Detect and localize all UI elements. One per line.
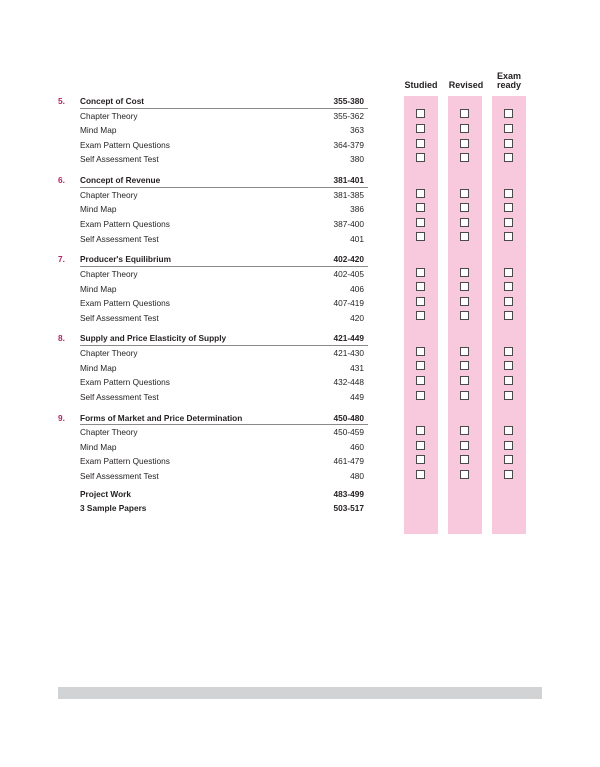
chapter-title: Concept of Revenue bbox=[80, 175, 161, 186]
revised-checkbox[interactable] bbox=[460, 311, 469, 320]
column-header-revised bbox=[446, 72, 486, 90]
studied-checkbox[interactable] bbox=[416, 376, 425, 385]
revised-checkbox[interactable] bbox=[460, 441, 469, 450]
extra-pages: 483-499 bbox=[333, 488, 364, 499]
column-header-exam-ready bbox=[490, 72, 528, 90]
toc-item-label: Chapter Theory bbox=[80, 348, 138, 359]
chapter-pages: 355-380 bbox=[333, 96, 364, 106]
revised-label: Revised bbox=[448, 80, 484, 90]
studied-checkbox[interactable] bbox=[416, 124, 425, 133]
studied-checkbox[interactable] bbox=[416, 361, 425, 370]
revised-checkbox[interactable] bbox=[460, 124, 469, 133]
exam-ready-checkbox[interactable] bbox=[504, 109, 513, 118]
table-of-contents bbox=[58, 94, 368, 516]
chapter-pages: 381-401 bbox=[333, 175, 364, 186]
toc-item-label: Mind Map bbox=[80, 362, 117, 373]
toc-item-pages: 480 bbox=[350, 471, 364, 481]
toc-item-pages: 387-400 bbox=[333, 218, 364, 229]
revised-checkbox[interactable] bbox=[460, 391, 469, 400]
exam-ready-label-line1: Exam bbox=[496, 71, 522, 81]
chapter-8 bbox=[58, 331, 368, 404]
studied-checkbox[interactable] bbox=[416, 218, 425, 227]
studied-checkbox[interactable] bbox=[416, 347, 425, 356]
studied-checkbox[interactable] bbox=[416, 470, 425, 479]
toc-item-label: Self Assessment Test bbox=[80, 312, 159, 323]
toc-item-label: Mind Map bbox=[80, 125, 117, 136]
revised-checkbox[interactable] bbox=[460, 203, 469, 212]
toc-item-label: Exam Pattern Questions bbox=[80, 298, 170, 309]
toc-item[interactable] bbox=[58, 138, 368, 153]
toc-item[interactable] bbox=[58, 123, 368, 138]
studied-checkbox[interactable] bbox=[416, 391, 425, 400]
chapter-9 bbox=[58, 411, 368, 484]
chapter-heading[interactable] bbox=[58, 331, 368, 346]
revised-checkbox[interactable] bbox=[460, 232, 469, 241]
studied-checkbox[interactable] bbox=[416, 441, 425, 450]
toc-item[interactable] bbox=[58, 188, 368, 203]
exam-ready-checkbox[interactable] bbox=[504, 311, 513, 320]
studied-checkbox[interactable] bbox=[416, 109, 425, 118]
toc-item[interactable] bbox=[58, 202, 368, 217]
toc-item-pages: 431 bbox=[350, 362, 364, 373]
exam-ready-checkbox[interactable] bbox=[504, 232, 513, 241]
toc-item[interactable] bbox=[58, 217, 368, 232]
toc-item-pages: 386 bbox=[350, 204, 364, 215]
toc-item-pages: 420 bbox=[350, 312, 364, 323]
revised-checkbox[interactable] bbox=[460, 361, 469, 370]
studied-checkbox[interactable] bbox=[416, 455, 425, 464]
chapter-heading[interactable] bbox=[58, 94, 368, 109]
toc-item[interactable] bbox=[58, 311, 368, 326]
revised-checkbox[interactable] bbox=[460, 376, 469, 385]
exam-ready-label-line2: ready bbox=[496, 80, 522, 90]
chapter-number: 5. bbox=[58, 96, 65, 106]
revised-checkbox[interactable] bbox=[460, 153, 469, 162]
chapter-number: 7. bbox=[58, 254, 65, 265]
exam-ready-checkbox[interactable] bbox=[504, 391, 513, 400]
studied-checkbox[interactable] bbox=[416, 153, 425, 162]
toc-item-pages: 450-459 bbox=[333, 427, 364, 438]
studied-checkbox[interactable] bbox=[416, 203, 425, 212]
toc-item-label: Mind Map bbox=[80, 441, 117, 452]
exam-ready-checkbox[interactable] bbox=[504, 426, 513, 435]
toc-item-pages: 421-430 bbox=[333, 348, 364, 359]
chapter-pages: 450-480 bbox=[333, 412, 364, 423]
toc-item[interactable] bbox=[58, 469, 368, 484]
chapter-pages: 402-420 bbox=[333, 254, 364, 265]
toc-item-pages: 449 bbox=[350, 391, 364, 402]
chapter-heading[interactable] bbox=[58, 252, 368, 267]
chapter-heading[interactable] bbox=[58, 411, 368, 426]
chapter-pages: 421-449 bbox=[333, 333, 364, 344]
chapter-number: 6. bbox=[58, 175, 65, 186]
toc-item-label: Self Assessment Test bbox=[80, 154, 159, 165]
toc-item-pages: 402-405 bbox=[333, 268, 364, 279]
exam-ready-checkbox[interactable] bbox=[504, 347, 513, 356]
studied-checkbox[interactable] bbox=[416, 297, 425, 306]
toc-item-pages: 407-419 bbox=[333, 298, 364, 309]
toc-item-pages: 363 bbox=[350, 125, 364, 136]
revised-checkbox[interactable] bbox=[460, 268, 469, 277]
toc-item-pages: 432-448 bbox=[333, 377, 364, 388]
revised-checkbox[interactable] bbox=[460, 109, 469, 118]
toc-item[interactable] bbox=[58, 454, 368, 469]
toc-item[interactable] bbox=[58, 109, 368, 124]
toc-item[interactable] bbox=[58, 361, 368, 376]
toc-item[interactable] bbox=[58, 440, 368, 455]
studied-checkbox[interactable] bbox=[416, 268, 425, 277]
revised-checkbox[interactable] bbox=[460, 470, 469, 479]
toc-item-label: Self Assessment Test bbox=[80, 391, 159, 402]
toc-item-pages: 461-479 bbox=[333, 456, 364, 467]
revised-checkbox[interactable] bbox=[460, 426, 469, 435]
revised-checkbox[interactable] bbox=[460, 282, 469, 291]
toc-item-label: Mind Map bbox=[80, 283, 117, 294]
studied-checkbox[interactable] bbox=[416, 232, 425, 241]
exam-ready-checkbox[interactable] bbox=[504, 376, 513, 385]
revised-checkbox[interactable] bbox=[460, 139, 469, 148]
footer-bar bbox=[58, 687, 542, 699]
exam-ready-checkbox[interactable] bbox=[504, 470, 513, 479]
exam-ready-checkbox[interactable] bbox=[504, 361, 513, 370]
exam-ready-checkbox[interactable] bbox=[504, 124, 513, 133]
chapter-5 bbox=[58, 94, 368, 167]
revised-checkbox[interactable] bbox=[460, 455, 469, 464]
toc-item-label: Exam Pattern Questions bbox=[80, 218, 170, 229]
revised-checkbox[interactable] bbox=[460, 189, 469, 198]
extra-title: Project Work bbox=[80, 488, 132, 499]
exam-ready-checkbox[interactable] bbox=[504, 282, 513, 291]
toc-item[interactable] bbox=[58, 296, 368, 311]
toc-item-pages: 401 bbox=[350, 233, 364, 244]
chapter-title: Producer's Equilibrium bbox=[80, 254, 171, 265]
chapter-number: 8. bbox=[58, 333, 65, 344]
toc-item-label: Chapter Theory bbox=[80, 110, 138, 121]
toc-item-label: Chapter Theory bbox=[80, 189, 138, 200]
studied-checkbox[interactable] bbox=[416, 189, 425, 198]
toc-item[interactable] bbox=[58, 375, 368, 390]
toc-item[interactable] bbox=[58, 282, 368, 297]
chapter-6 bbox=[58, 173, 368, 246]
revised-checkbox[interactable] bbox=[460, 347, 469, 356]
toc-item[interactable] bbox=[58, 267, 368, 282]
chapter-heading[interactable] bbox=[58, 173, 368, 188]
studied-checkbox[interactable] bbox=[416, 282, 425, 291]
column-header-studied bbox=[400, 72, 442, 90]
exam-ready-checkbox[interactable] bbox=[504, 203, 513, 212]
studied-checkbox[interactable] bbox=[416, 311, 425, 320]
exam-ready-checkbox[interactable] bbox=[504, 268, 513, 277]
toc-item-label: Self Assessment Test bbox=[80, 471, 159, 481]
extra-sample-papers[interactable] bbox=[58, 501, 368, 516]
exam-ready-checkbox[interactable] bbox=[504, 189, 513, 198]
toc-item-label: Exam Pattern Questions bbox=[80, 377, 170, 388]
toc-item-pages: 380 bbox=[350, 154, 364, 165]
toc-item-label: Self Assessment Test bbox=[80, 233, 159, 244]
studied-checkbox[interactable] bbox=[416, 139, 425, 148]
exam-ready-checkbox[interactable] bbox=[504, 455, 513, 464]
toc-item-label: Mind Map bbox=[80, 204, 117, 215]
chapter-title: Supply and Price Elasticity of Supply bbox=[80, 333, 227, 344]
revised-checkbox[interactable] bbox=[460, 218, 469, 227]
extra-title: 3 Sample Papers bbox=[80, 503, 147, 514]
extra-project-work[interactable] bbox=[58, 487, 368, 502]
exam-ready-checkbox[interactable] bbox=[504, 297, 513, 306]
toc-item[interactable] bbox=[58, 232, 368, 247]
toc-item-pages: 381-385 bbox=[333, 189, 364, 200]
toc-item-label: Exam Pattern Questions bbox=[80, 456, 170, 467]
chapter-title: Forms of Market and Price Determination bbox=[80, 412, 243, 423]
chapter-7 bbox=[58, 252, 368, 325]
toc-item-pages: 460 bbox=[350, 441, 364, 452]
toc-item-pages: 364-379 bbox=[333, 139, 364, 150]
toc-item[interactable] bbox=[58, 346, 368, 361]
revised-checkbox[interactable] bbox=[460, 297, 469, 306]
chapter-title: Concept of Cost bbox=[80, 96, 145, 106]
exam-ready-checkbox[interactable] bbox=[504, 139, 513, 148]
chapter-number: 9. bbox=[58, 412, 65, 423]
toc-item-label: Chapter Theory bbox=[80, 268, 138, 279]
exam-ready-checkbox[interactable] bbox=[504, 218, 513, 227]
studied-checkbox[interactable] bbox=[416, 426, 425, 435]
toc-item-label: Chapter Theory bbox=[80, 427, 138, 438]
toc-item-pages: 355-362 bbox=[333, 110, 364, 121]
toc-item[interactable] bbox=[58, 425, 368, 440]
studied-label: Studied bbox=[404, 80, 438, 90]
exam-ready-checkbox[interactable] bbox=[504, 153, 513, 162]
toc-item-pages: 406 bbox=[350, 283, 364, 294]
extra-pages: 503-517 bbox=[333, 503, 364, 514]
toc-item[interactable] bbox=[58, 390, 368, 405]
toc-item[interactable] bbox=[58, 152, 368, 167]
exam-ready-checkbox[interactable] bbox=[504, 441, 513, 450]
toc-item-label: Exam Pattern Questions bbox=[80, 139, 170, 150]
